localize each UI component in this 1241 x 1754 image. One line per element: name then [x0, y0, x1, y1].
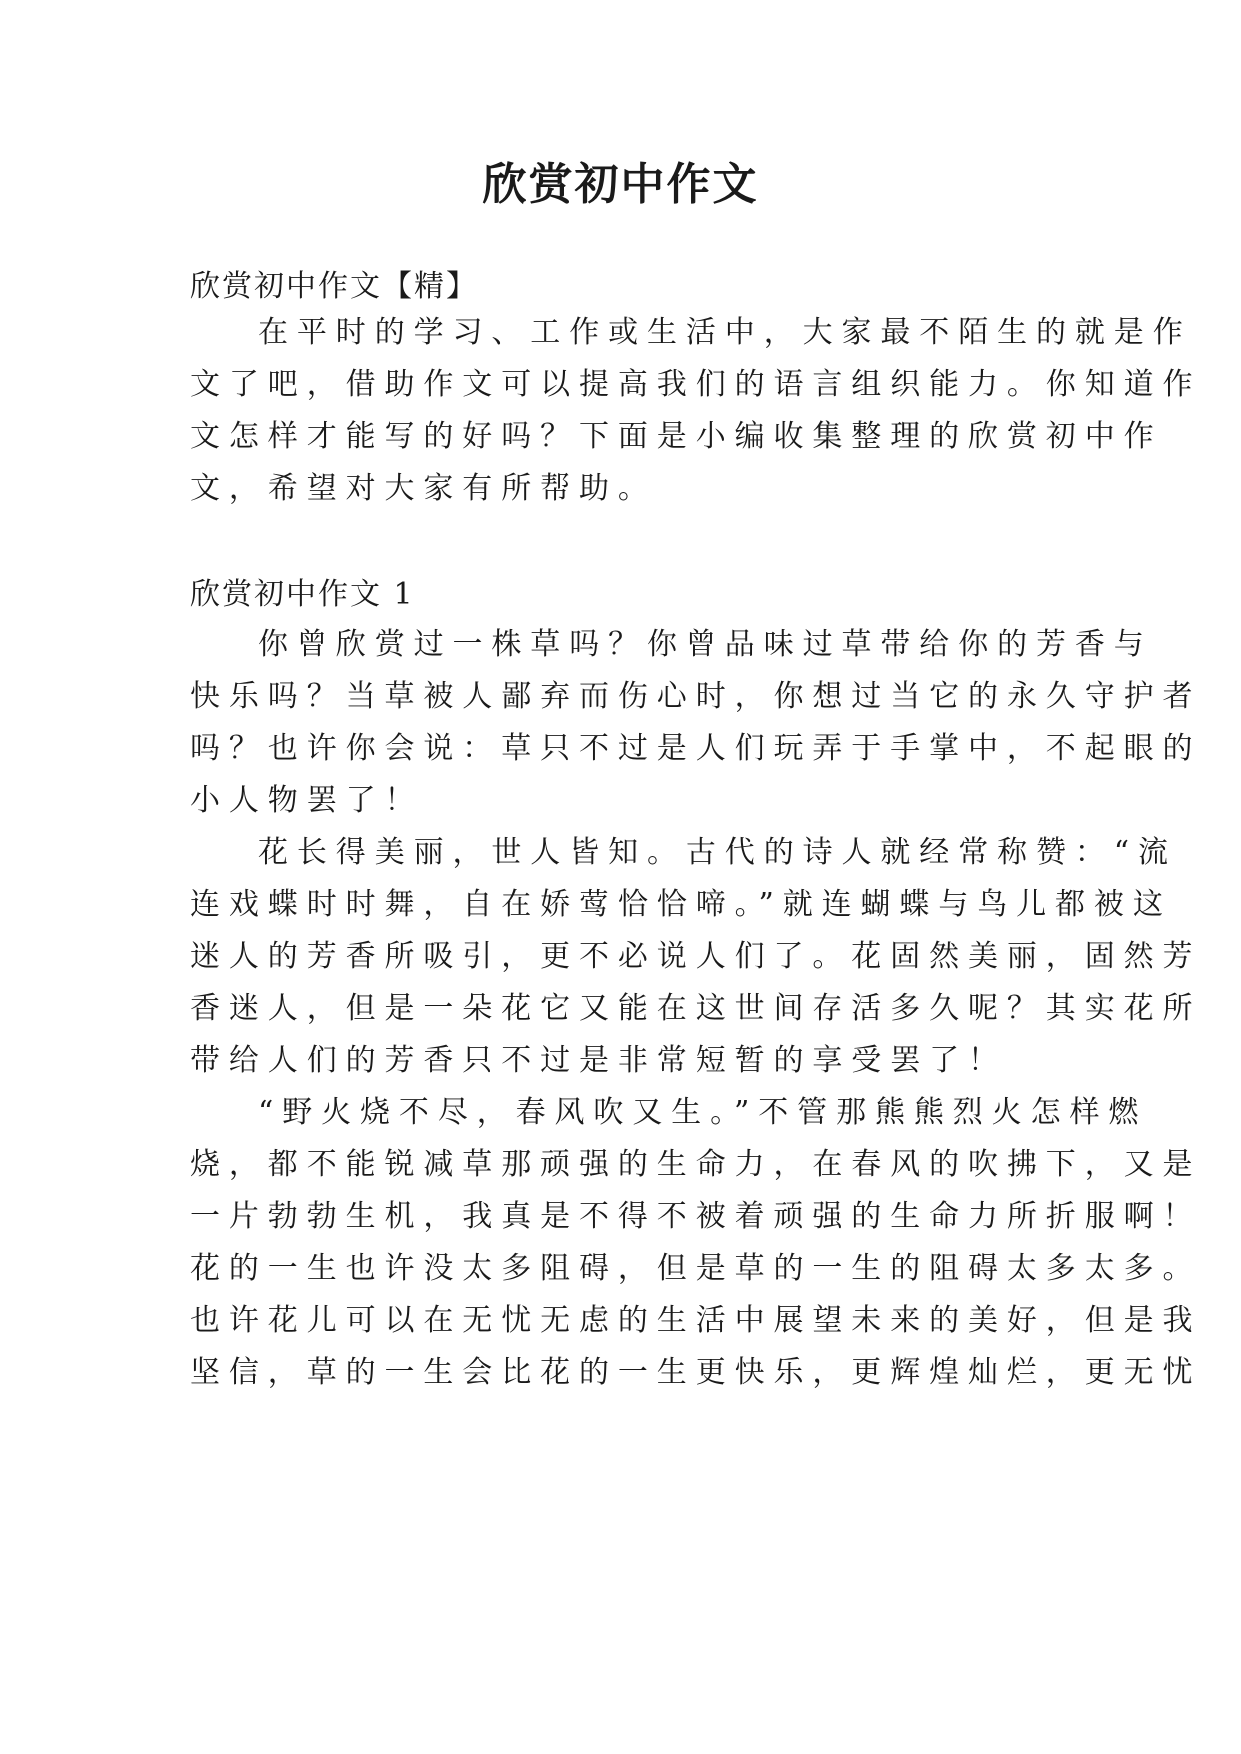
- paragraph-2-line: 连戏蝶时时舞，自在娇莺恰恰啼。”就连蝴蝶与鸟儿都被这: [190, 887, 1172, 922]
- paragraph-2-line: 花长得美丽，世人皆知。古代的诗人就经常称赞：“流: [258, 835, 1177, 870]
- intro-heading: 欣赏初中作文【精】: [190, 269, 478, 304]
- paragraph-3-line: 也许花儿可以在无忧无虑的生活中展望未来的美好，但是我: [190, 1303, 1202, 1338]
- document-title: 欣赏初中作文: [482, 159, 759, 210]
- paragraph-1-line: 吗？也许你会说：草只不过是人们玩弄于手掌中，不起眼的: [190, 731, 1202, 766]
- intro-line: 文，希望对大家有所帮助。: [190, 471, 657, 506]
- intro-line: 在平时的学习、工作或生活中，大家最不陌生的就是作: [258, 315, 1192, 350]
- intro-line: 文怎样才能写的好吗？下面是小编收集整理的欣赏初中作: [190, 419, 1163, 454]
- paragraph-2-line: 香迷人，但是一朵花它又能在这世间存活多久呢？其实花所: [190, 991, 1202, 1026]
- intro-line: 文了吧，借助作文可以提高我们的语言组织能力。你知道作: [190, 367, 1202, 402]
- paragraph-2-line: 带给人们的芳香只不过是非常短暂的享受罢了！: [190, 1043, 1007, 1078]
- paragraph-3-line: 花的一生也许没太多阻碍，但是草的一生的阻碍太多太多。: [190, 1251, 1202, 1286]
- paragraph-2-line: 迷人的芳香所吸引，更不必说人们了。花固然美丽，固然芳: [190, 939, 1202, 974]
- paragraph-1-line: 快乐吗？当草被人鄙弃而伤心时，你想过当它的永久守护者: [190, 679, 1202, 714]
- paragraph-3-line: 坚信，草的一生会比花的一生更快乐，更辉煌灿烂，更无忧: [190, 1355, 1202, 1390]
- paragraph-1-line: 你曾欣赏过一株草吗？你曾品味过草带给你的芳香与: [258, 627, 1153, 662]
- paragraph-1-line: 小人物罢了！: [190, 783, 424, 818]
- essay-heading: 欣赏初中作文 1: [190, 577, 415, 612]
- paragraph-3-line: “野火烧不尽，春风吹又生。”不管那熊熊烈火怎样燃: [258, 1095, 1148, 1130]
- paragraph-3-line: 一片勃勃生机，我真是不得不被着顽强的生命力所折服啊！: [190, 1199, 1202, 1234]
- paragraph-3-line: 烧，都不能锐减草那顽强的生命力，在春风的吹拂下，又是: [190, 1147, 1202, 1182]
